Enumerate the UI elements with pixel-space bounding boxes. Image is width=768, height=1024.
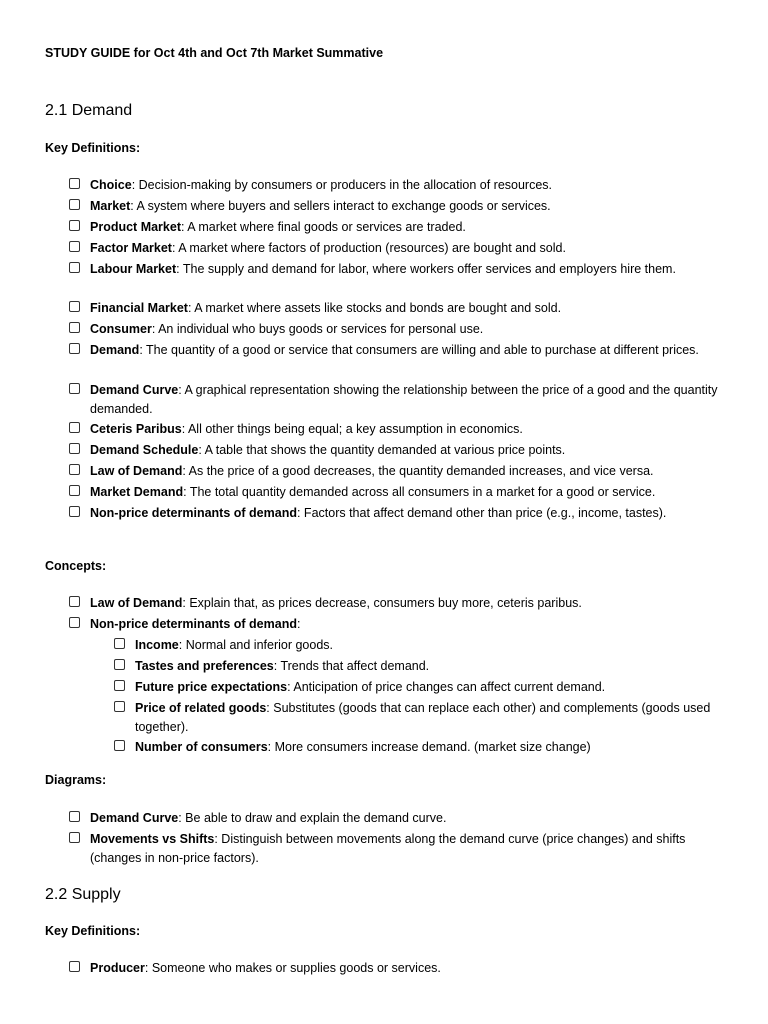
- definition: :: [296, 617, 301, 631]
- checklist-item: [69, 341, 729, 360]
- term: Ceteris Paribus: [90, 422, 182, 436]
- subheading-key-definitions: Key Definitions:: [45, 924, 141, 938]
- checklist-subitem: [114, 699, 729, 736]
- term: Market Demand: [90, 485, 184, 499]
- definition: : An individual who buys goods or services for personal use.: [151, 322, 484, 336]
- checklist-item: [69, 441, 729, 460]
- checkbox[interactable]: [69, 241, 80, 252]
- definition: : A table that shows the quantity demanded at various price points.: [198, 443, 566, 457]
- term: Income: [135, 638, 179, 652]
- checklist-item: [69, 218, 729, 237]
- checkbox[interactable]: [69, 220, 80, 231]
- checkbox[interactable]: [69, 506, 80, 517]
- checklist-item: [69, 299, 729, 318]
- term: Price of related goods: [135, 701, 267, 715]
- checkbox[interactable]: [69, 301, 80, 312]
- term: Tastes and preferences: [135, 659, 274, 673]
- checkbox[interactable]: [69, 178, 80, 189]
- checklist-item: [69, 176, 729, 195]
- definition: : Substitutes (goods that can replace each other) and complements (goods used together).: [135, 701, 711, 734]
- checkbox[interactable]: [69, 832, 80, 843]
- subheading-diagrams: Diagrams:: [45, 773, 107, 787]
- term: Market: [90, 199, 131, 213]
- checklist-subitem: [114, 657, 729, 676]
- checkbox[interactable]: [69, 383, 80, 394]
- term: Demand Curve: [90, 383, 179, 397]
- definition: : A market where factors of production (resources) are bought and sold.: [171, 241, 566, 255]
- definition: : Someone who makes or supplies goods or services.: [144, 961, 441, 975]
- term: Product Market: [90, 220, 181, 234]
- checklist-item: [69, 197, 729, 216]
- checkbox[interactable]: [69, 199, 80, 210]
- checkbox[interactable]: [69, 322, 80, 333]
- definition: : All other things being equal; a key assumption in economics.: [181, 422, 523, 436]
- checkbox[interactable]: [114, 659, 125, 670]
- checklist-subitem: [114, 678, 729, 697]
- term: Future price expectations: [135, 680, 288, 694]
- definition: : Explain that, as prices decrease, consumers buy more, ceteris paribus.: [182, 596, 582, 610]
- checklist-item: [69, 615, 729, 634]
- checkbox[interactable]: [69, 422, 80, 433]
- document-title: STUDY GUIDE for Oct 4th and Oct 7th Market Summative: [45, 46, 384, 60]
- term: Demand: [90, 343, 140, 357]
- term: Labour Market: [90, 262, 177, 276]
- checkbox[interactable]: [114, 701, 125, 712]
- section-heading-supply: 2.2 Supply: [45, 886, 121, 903]
- checklist-item: [69, 504, 729, 523]
- checkbox[interactable]: [69, 262, 80, 273]
- definition: : A graphical representation showing the relationship between the price of a good and the quantity demanded.: [90, 383, 718, 416]
- checkbox[interactable]: [114, 740, 125, 751]
- checklist-item: [69, 462, 729, 481]
- checkbox[interactable]: [69, 961, 80, 972]
- checkbox[interactable]: [114, 680, 125, 691]
- term: Movements vs Shifts: [90, 832, 215, 846]
- term: Non-price determinants of demand: [90, 617, 297, 631]
- definition: : Be able to draw and explain the demand curve.: [178, 811, 447, 825]
- checkbox[interactable]: [69, 443, 80, 454]
- checklist-item: [69, 594, 729, 613]
- term: Law of Demand: [90, 464, 183, 478]
- checklist-subitem: [114, 738, 729, 757]
- checkbox[interactable]: [69, 343, 80, 354]
- checkbox[interactable]: [114, 638, 125, 649]
- term: Non-price determinants of demand: [90, 506, 297, 520]
- term: Factor Market: [90, 241, 172, 255]
- checklist-item: [69, 809, 729, 828]
- term: Choice: [90, 178, 132, 192]
- checklist-item: [69, 239, 729, 258]
- definition: : Factors that affect demand other than price (e.g., income, tastes).: [296, 506, 667, 520]
- term: Demand Curve: [90, 811, 179, 825]
- checkbox[interactable]: [69, 464, 80, 475]
- checklist-item: [69, 260, 729, 279]
- checkbox[interactable]: [69, 617, 80, 628]
- checklist-item: [69, 959, 729, 978]
- definition: : The supply and demand for labor, where workers offer services and employers hire them.: [176, 262, 676, 276]
- term: Financial Market: [90, 301, 188, 315]
- term: Producer: [90, 961, 145, 975]
- checklist-subitem: [114, 636, 729, 655]
- checkbox[interactable]: [69, 811, 80, 822]
- definition: : A market where assets like stocks and bonds are bought and sold.: [187, 301, 562, 315]
- definition: : The total quantity demanded across all consumers in a market for a good or service.: [183, 485, 656, 499]
- definition: : More consumers increase demand. (market size change): [267, 740, 591, 754]
- checklist-item: [69, 381, 729, 418]
- definition: : A system where buyers and sellers interact to exchange goods or services.: [130, 199, 551, 213]
- definition: : Normal and inferior goods.: [178, 638, 334, 652]
- definition: : The quantity of a good or service that consumers are willing and able to purchase at different prices.: [139, 343, 699, 357]
- checklist-item: [69, 483, 729, 502]
- section-heading-demand: 2.1 Demand: [45, 102, 133, 119]
- term: Consumer: [90, 322, 152, 336]
- definition: : Distinguish between movements along the demand curve (price changes) and shifts (changes in non-price factors).: [90, 832, 686, 865]
- subheading-concepts: Concepts:: [45, 559, 107, 573]
- checklist-item: [69, 830, 729, 867]
- checkbox[interactable]: [69, 485, 80, 496]
- definition: : As the price of a good decreases, the quantity demanded increases, and vice versa.: [182, 464, 654, 478]
- term: Demand Schedule: [90, 443, 199, 457]
- definition: : Anticipation of price changes can affect current demand.: [287, 680, 606, 694]
- definition: : A market where final goods or services are traded.: [181, 220, 466, 234]
- checklist-item: [69, 320, 729, 339]
- subheading-key-definitions: Key Definitions:: [45, 141, 141, 155]
- definition: : Trends that affect demand.: [273, 659, 430, 673]
- term: Number of consumers: [135, 740, 268, 754]
- checklist-item: [69, 420, 729, 439]
- checkbox[interactable]: [69, 596, 80, 607]
- term: Law of Demand: [90, 596, 183, 610]
- definition: : Decision-making by consumers or producers in the allocation of resources.: [131, 178, 553, 192]
